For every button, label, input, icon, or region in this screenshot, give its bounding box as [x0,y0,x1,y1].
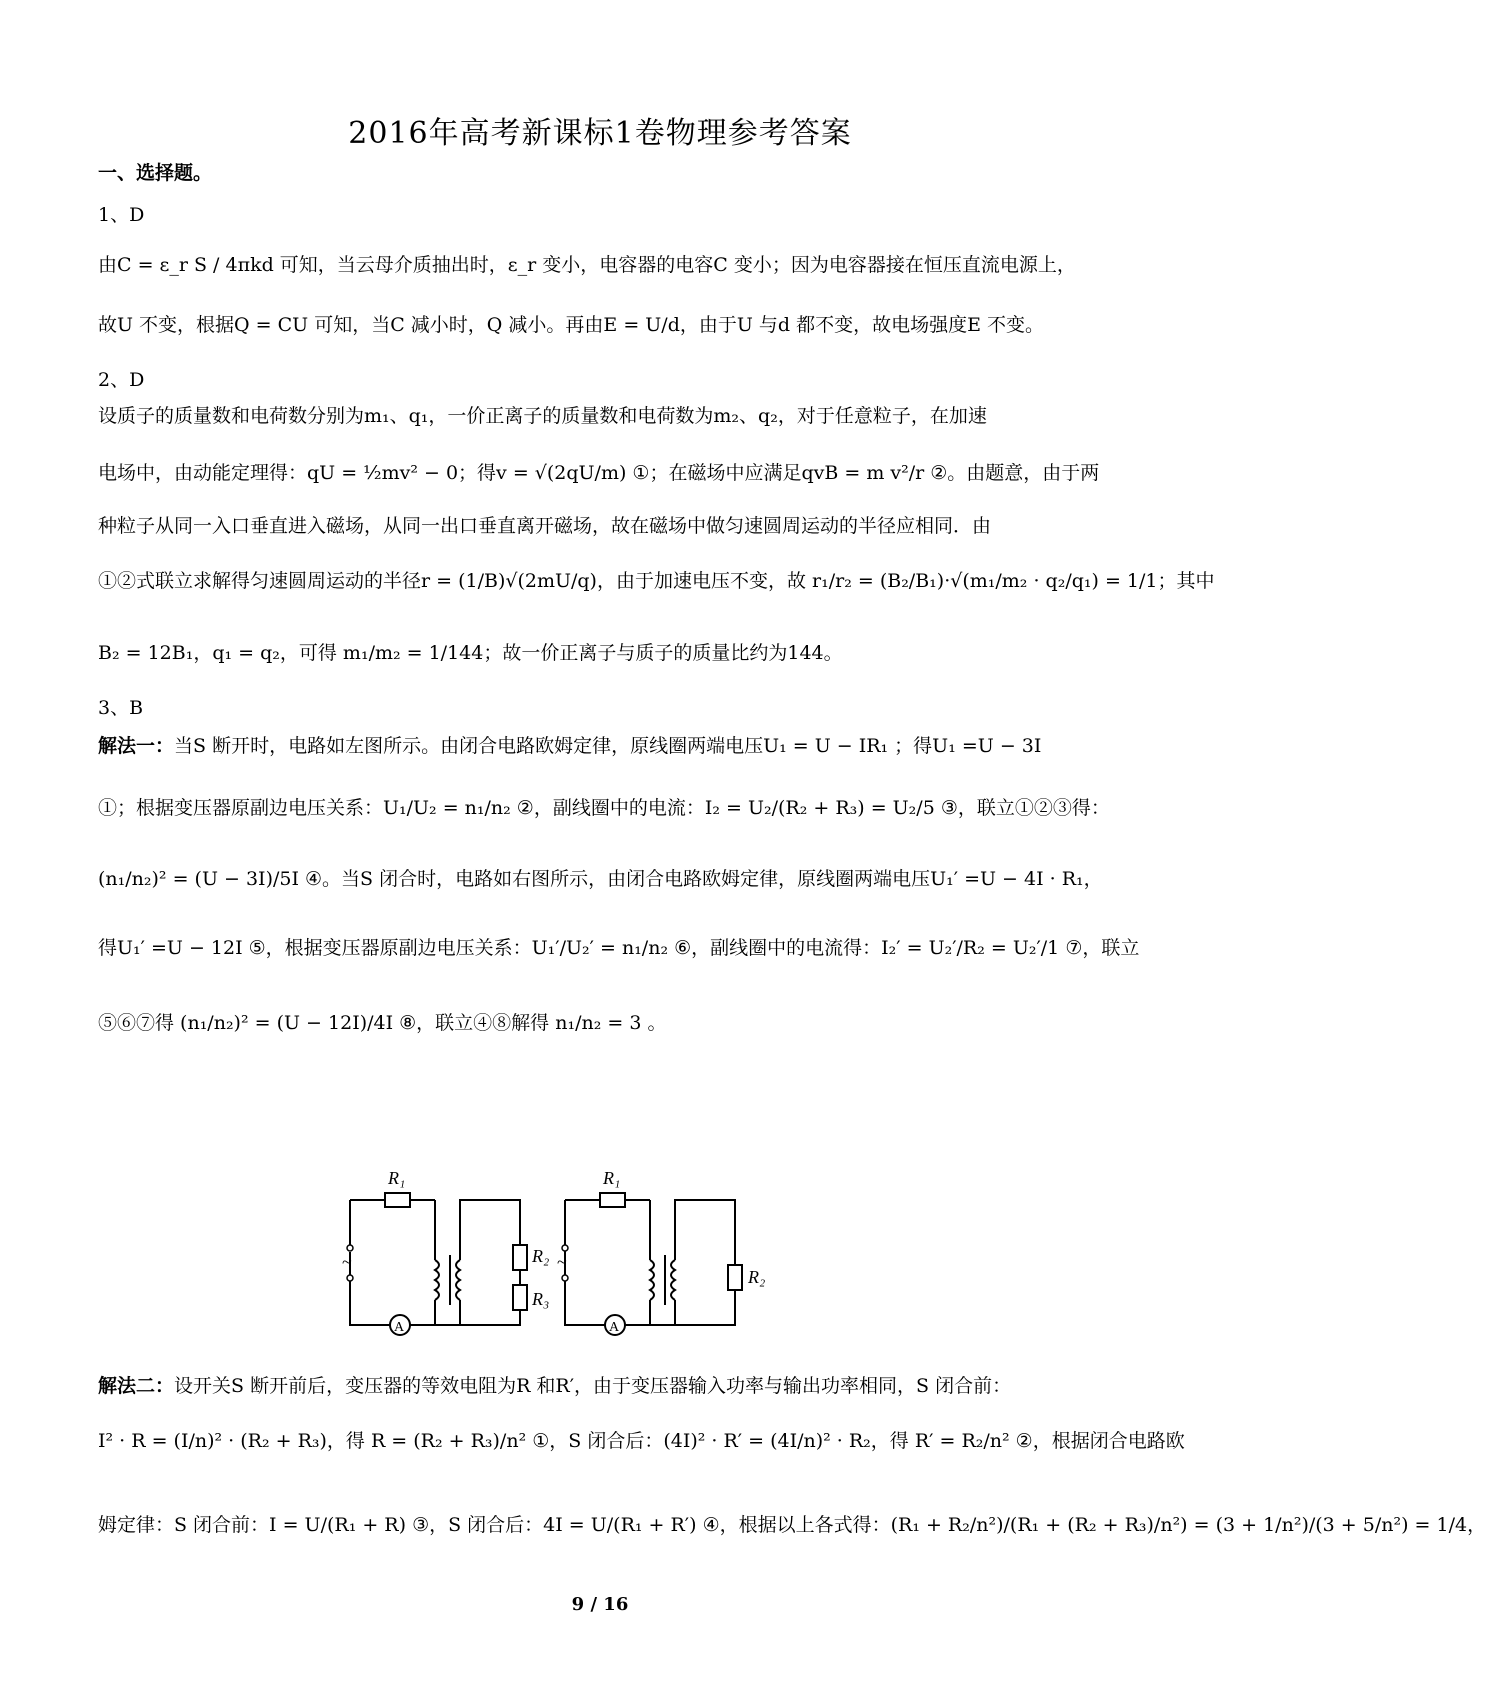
q3-line7: I² · R = (I/n)² · (R₂ + R₃)，得 R = (R₂ + R₃)/n² ①，S 闭合后：(4I)² · R′ = (4I/n)² · R₂，得 R′ = R₂/n² ②，根据闭合电路欧 [98,1430,1185,1452]
q3-line2: ①；根据变压器原副边电压关系：U₁/U₂ = n₁/n₂ ②，副线圈中的电流：I₂ = U₂/(R₂ + R₃) = U₂/5 ③，联立①②③得： [98,797,1110,819]
left-resistor-r2 [513,1245,527,1270]
right-primary-coil [650,1260,654,1300]
q3-line1-text: 当S 断开时，电路如左图所示。由闭合电路欧姆定律，原线圈两端电压U₁ = U − IR₁ ；得U₁ =U − 3I [174,735,1042,757]
q1-line1: 由C = ε_r S / 4πkd 可知，当云母介质抽出时，ε_r 变小，电容器的电容C 变小；因为电容器接在恒压直流电源上， [98,254,1076,276]
left-primary-wire [350,1200,465,1325]
left-label-ammeter: A [394,1320,405,1335]
left-resistor-r3 [513,1285,527,1310]
left-secondary-coil [456,1260,460,1300]
left-label-r2: R₂ [532,1246,550,1266]
q3-line6-text: 设开关S 断开前后，变压器的等效电阻为R 和R′，由于变压器输入功率与输出功率相同，S 闭合前： [174,1375,1012,1397]
method2-label: 解法二： [98,1375,175,1397]
q3-label: 3、B [98,697,144,719]
q3-line8: 姆定律：S 闭合前：I = U/(R₁ + R) ③，S 闭合后：4I = U/(R₁ + R′) ④，根据以上各式得：(R₁ + R₂/n²)/(R₁ + (R₂ + R₃)/n²) = (3 + 1/n²)/(3 + 5/n²) = 1/4， [98,1514,1486,1536]
right-resistor-r1 [600,1193,625,1207]
left-source-symbol: ~ [342,1252,352,1272]
q2-line2: 电场中，由动能定理得：qU = ½mv² − 0；得v = √(2qU/m) ①；在磁场中应满足qvB = m v²/r ②。由题意，由于两 [98,462,1100,484]
left-resistor-r1 [385,1193,410,1207]
q3-line5: ⑤⑥⑦得 (n₁/n₂)² = (U − 12I)/4I ⑧，联立④⑧解得 n₁/n₂ = 3 。 [98,1012,667,1034]
right-label-ammeter: A [609,1320,620,1335]
right-source-symbol: ~ [557,1252,567,1272]
q1-label: 1、D [98,204,145,226]
left-label-r1: R₁ [388,1168,406,1188]
q2-line4: ①②式联立求解得匀速圆周运动的半径r = (1/B)√(2mU/q)，由于加速电压不变，故 r₁/r₂ = (B₂/B₁)·√(m₁/m₂ · q₂/q₁) = 1/1；其中 [98,570,1215,592]
right-primary-wire [565,1200,680,1325]
left-primary-coil [435,1260,439,1300]
q1-line2: 故U 不变，根据Q = CU 可知，当C 减小时，Q 减小。再由E = U/d，由于U 与d 都不变，故电场强度E 不变。 [98,314,1045,336]
circuit-diagrams [342,1160,850,1350]
left-label-r3: R₃ [532,1289,550,1309]
right-secondary-coil [671,1260,675,1300]
q2-label: 2、D [98,369,145,391]
q2-line1: 设质子的质量数和电荷数分别为m₁、q₁，一价正离子的质量数和电荷数为m₂、q₂，对于任意粒子，在加速 [98,405,987,427]
page-number: 9 / 16 [571,1594,629,1615]
section-heading: 一、选择题。 [98,162,213,184]
right-resistor-r2 [728,1265,742,1290]
right-label-r1: R₁ [603,1168,621,1188]
q3-line3: (n₁/n₂)² = (U − 3I)/5I ④。当S 闭合时，电路如右图所示，由闭合电路欧姆定律，原线圈两端电压U₁′ =U − 4I · R₁， [98,868,1103,890]
method1-label: 解法一： [98,735,175,757]
q3-line1 [98,733,1108,759]
q2-line3: 种粒子从同一入口垂直进入磁场，从同一出口垂直离开磁场，故在磁场中做匀速圆周运动的半径应相同．由 [98,515,992,537]
q3-line6 [98,1373,1108,1399]
right-label-r2: R₂ [748,1267,766,1287]
q2-line5: B₂ = 12B₁，q₁ = q₂，可得 m₁/m₂ = 1/144；故一价正离子与质子的质量比约为144。 [98,642,843,664]
q3-line4: 得U₁′ =U − 12I ⑤，根据变压器原副边电压关系：U₁′/U₂′ = n₁/n₂ ⑥，副线圈中的电流得：I₂′ = U₂′/R₂ = U₂′/1 ⑦，联立 [98,937,1140,959]
page-title: 2016年高考新课标1卷物理参考答案 [348,116,852,151]
